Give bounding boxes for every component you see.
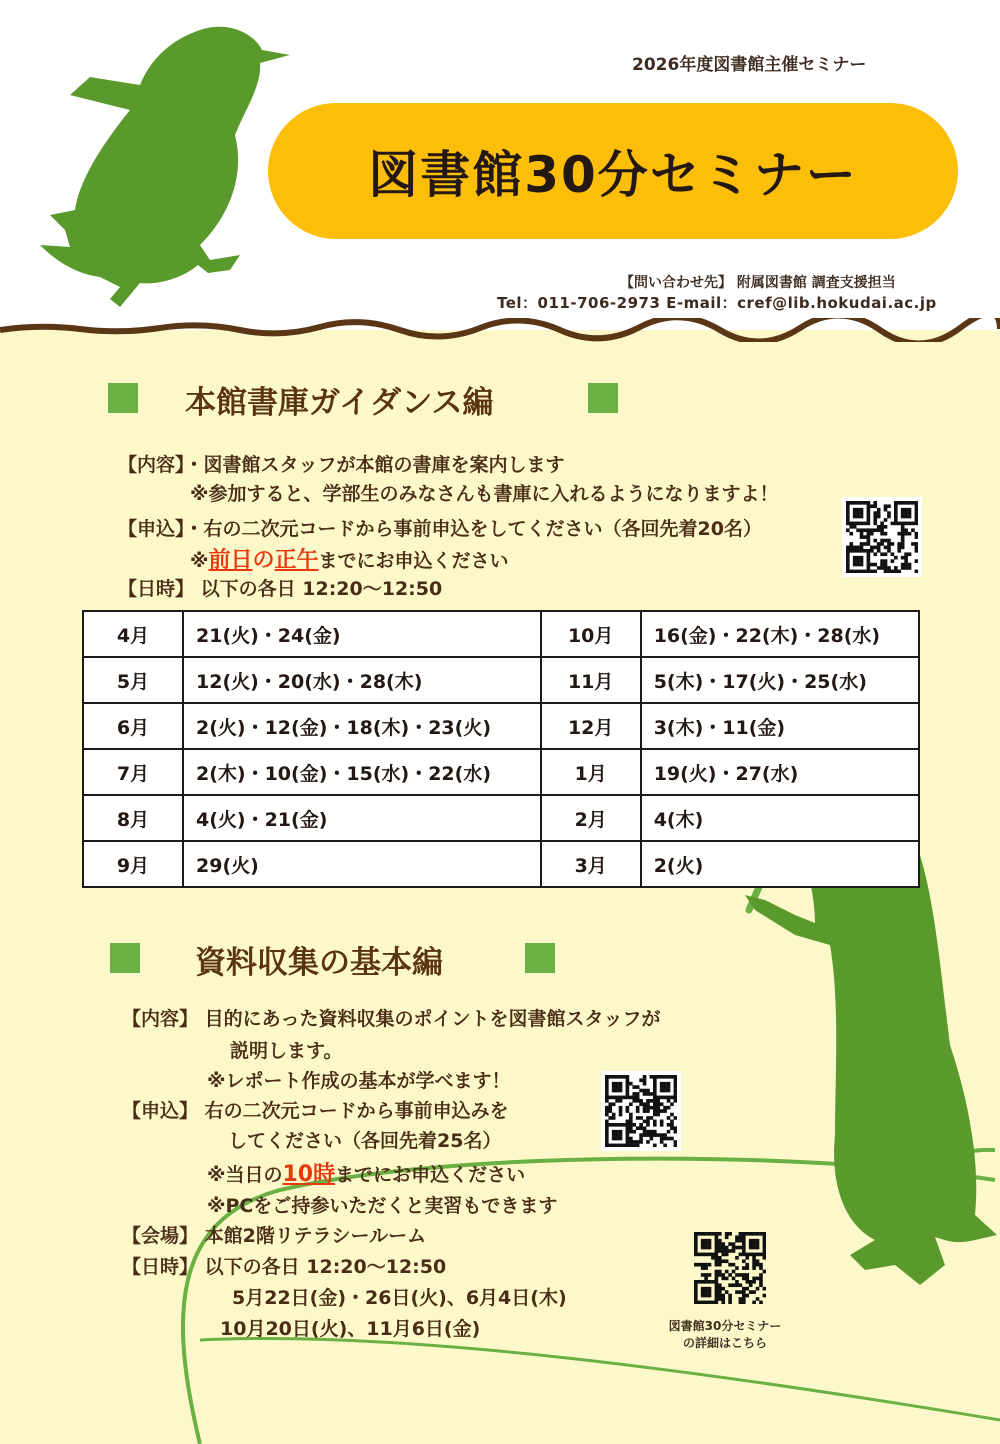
dates-cell: 2(火)・12(金)・18(木)・23(火)	[183, 703, 541, 749]
deadline-particle: の	[252, 548, 275, 573]
qr-code-section1[interactable]	[842, 497, 922, 577]
section2-date-text: 以下の各日 12:20〜12:50	[204, 1256, 447, 1278]
deadline-prefix: ※	[190, 550, 209, 572]
dates-cell: 29(火)	[183, 841, 541, 887]
contact-department: 【問い合わせ先】 附属図書館 調査支援担当	[620, 275, 896, 291]
table-row	[83, 841, 919, 887]
series-label: 2026年度図書館主催セミナー	[632, 55, 867, 75]
section1-date-label: 【日時】	[118, 578, 195, 600]
section2-date-label: 【日時】	[122, 1256, 199, 1278]
dates-cell: 5(木)・17(火)・25(水)	[641, 657, 919, 703]
section2-pc-note: ※PCをご持参いただくと実習もできます	[207, 1195, 558, 1217]
section2-venue-label: 【会場】	[122, 1225, 199, 1247]
month-cell: 12月	[541, 703, 641, 749]
dates-cell: 3(木)・11(金)	[641, 703, 919, 749]
section2-title: 資料収集の基本編	[195, 945, 443, 981]
section1-apply-label: 【申込】	[118, 518, 185, 540]
dates-cell: 16(金)・22(木)・28(水)	[641, 611, 919, 657]
section-marker-right	[525, 943, 555, 973]
section2-content-note: ※レポート作成の基本が学べます！	[207, 1070, 511, 1092]
section1-apply-text: ・右の二次元コードから事前申込をしてください（各回先着20名）	[184, 518, 762, 540]
qr-code-icon	[846, 501, 918, 573]
month-cell: 10月	[541, 611, 641, 657]
qr-caption-line2: の詳細はこちら	[682, 1336, 767, 1350]
dates-cell: 12(火)・20(水)・28(木)	[183, 657, 541, 703]
month-cell: 8月	[83, 795, 183, 841]
qr-code-icon	[694, 1232, 766, 1304]
month-cell: 9月	[83, 841, 183, 887]
penguin-walking-illustration	[30, 15, 300, 315]
table-row	[83, 795, 919, 841]
month-cell: 5月	[83, 657, 183, 703]
section2-deadline	[207, 1157, 525, 1188]
contact-phone-email: Tel：011-706-2973 E-mail：cref@lib.hokudai.ac.jp	[497, 294, 937, 312]
qr-code-section2[interactable]	[601, 1071, 681, 1151]
deadline-suffix: までにお申込ください	[335, 1164, 526, 1186]
section2-apply-label: 【申込】	[122, 1100, 199, 1122]
month-cell: 2月	[541, 795, 641, 841]
dates-cell: 19(火)・27(水)	[641, 749, 919, 795]
dates-cell: 2(火)	[641, 841, 919, 887]
section1-content-text: ・図書館スタッフが本館の書庫を案内します	[184, 454, 565, 476]
section-marker-left	[108, 383, 138, 413]
section1-title: 本館書庫ガイダンス編	[185, 385, 494, 421]
section1-date-text: 以下の各日 12:20〜12:50	[200, 578, 443, 600]
qr-caption-line1: 図書館30分セミナー	[668, 1319, 782, 1333]
schedule-table	[82, 610, 920, 888]
section2-dates-line2: 10月20日(火)、11月6日(金)	[220, 1318, 481, 1340]
month-cell: 3月	[541, 841, 641, 887]
section2-apply-text: 右の二次元コードから事前申込みを	[204, 1100, 509, 1122]
table-row	[83, 657, 919, 703]
month-cell: 6月	[83, 703, 183, 749]
month-cell: 1月	[541, 749, 641, 795]
deadline-day: 前日	[208, 548, 253, 573]
section2-content-text2: 説明します。	[230, 1040, 343, 1062]
month-cell: 7月	[83, 749, 183, 795]
table-row	[83, 749, 919, 795]
deadline-time: 正午	[274, 548, 319, 573]
table-row	[83, 611, 919, 657]
section-marker-right	[588, 383, 618, 413]
dates-cell: 4(火)・21(金)	[183, 795, 541, 841]
dates-cell: 21(火)・24(金)	[183, 611, 541, 657]
month-cell: 4月	[83, 611, 183, 657]
section2-content-label: 【内容】	[122, 1008, 199, 1030]
page-title: 図書館30分セミナー	[368, 146, 858, 204]
section2-apply-text2: してください（各回先着25名）	[228, 1130, 502, 1152]
deadline-time: 10時	[282, 1162, 336, 1187]
wavy-divider	[0, 318, 1000, 342]
section2-dates-line1: 5月22日(金)・26日(火)、6月4日(木)	[232, 1287, 567, 1309]
section1-deadline	[190, 543, 509, 574]
title-banner	[268, 103, 958, 239]
section2-venue-text: 本館2階リテラシールーム	[204, 1225, 427, 1247]
dates-cell: 2(木)・10(金)・15(水)・22(水)	[183, 749, 541, 795]
month-cell: 11月	[541, 657, 641, 703]
section1-content-note: ※参加すると、学部生のみなさんも書庫に入れるようになりますよ！	[190, 483, 779, 505]
deadline-prefix: ※当日の	[207, 1164, 283, 1186]
qr-code-icon	[605, 1075, 677, 1147]
deadline-suffix: までにお申込ください	[318, 550, 509, 572]
dates-cell: 4(木)	[641, 795, 919, 841]
section2-content-text: 目的にあった資料収集のポイントを図書館スタッフが	[204, 1008, 661, 1030]
qr-caption	[640, 1318, 810, 1352]
section1-content-label: 【内容】	[118, 454, 185, 476]
qr-code-details[interactable]	[690, 1228, 770, 1308]
table-row	[83, 703, 919, 749]
section-marker-left	[110, 943, 140, 973]
